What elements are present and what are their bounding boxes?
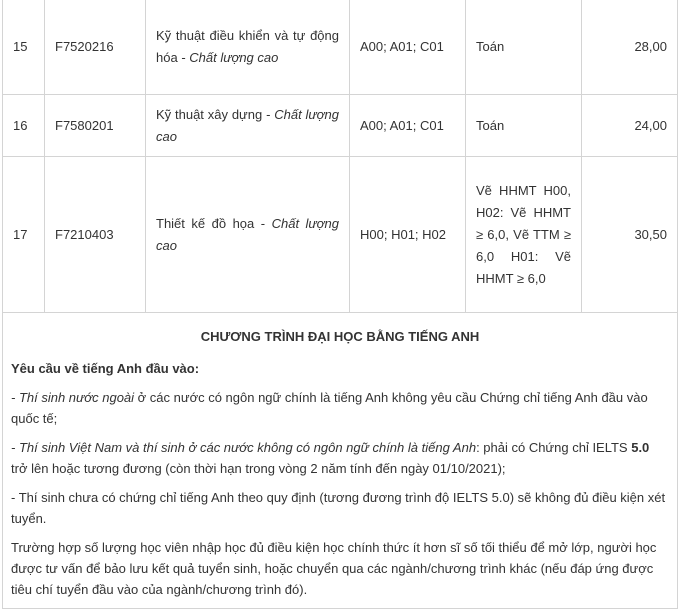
subject-combinations: H00; H01; H02 [350, 157, 466, 313]
program-code: F7210403 [45, 157, 146, 313]
program-name-separator: - [177, 50, 190, 65]
ielts-score: 5.0 [631, 440, 650, 455]
section-title: CHƯƠNG TRÌNH ĐẠI HỌC BẰNG TIẾNG ANH [200, 329, 480, 344]
program-name [146, 0, 350, 95]
cutoff-score: 24,00 [582, 95, 678, 157]
admission-score-table [2, 0, 678, 609]
cutoff-score: 28,00 [582, 0, 678, 95]
note-item-text: trở lên hoặc tương đương (còn thời hạn trong vòng 2 năm tính đến ngày 01/10/2021); [11, 461, 506, 476]
note-item-enrollment: Trường hợp số lượng học viên nhập học đủ điều kiện học chính thức ít hơn sĩ số tối thiểu để mở lớp, người học được tư vấn để bảo lưu kết quả tuyển sinh, hoặc chuyển qua các ngành/chương trình khác (nếu đáp ứng được tiêu chí tuyển đầu vào của ngành/chương trình đó). [11, 540, 657, 597]
program-name-text: Kỹ thuật xây dựng [156, 106, 263, 122]
program-quality-label: Chất lượng cao [156, 106, 339, 144]
row-number: 15 [3, 0, 45, 95]
main-subject: Toán [466, 0, 582, 95]
program-name-text: Thiết kế đồ họa [156, 215, 255, 231]
row-number: 16 [3, 95, 45, 157]
table-row [3, 0, 678, 95]
note-item-lead: - Thí sinh Việt Nam và thí sinh ở các nước không có ngôn ngữ chính là tiếng Anh [11, 440, 477, 455]
table-row [3, 95, 678, 157]
main-subject: Toán [466, 95, 582, 157]
program-name [146, 95, 350, 157]
subject-combinations: A00; A01; C01 [350, 95, 466, 157]
main-subject: Vẽ HHMT H00, H02: Vẽ HHMT ≥ 6,0, Vẽ TTM ≥ 6,0 H01: Vẽ HHMT ≥ 6,0 [466, 157, 582, 313]
requirement-heading: Yêu cầu về tiếng Anh đầu vào: [11, 361, 200, 376]
note-item-text: ở các nước có ngôn ngữ chính là tiếng Anh không yêu cầu Chứng chỉ tiếng Anh đầu vào quốc tế; [11, 390, 648, 426]
program-code: F7580201 [45, 95, 146, 157]
note-item-foreign-candidates [11, 387, 669, 429]
note-item-vietnamese-candidates [11, 437, 669, 479]
subject-combinations: A00; A01; C01 [350, 0, 466, 95]
english-program-notes [3, 313, 678, 609]
program-name-separator: - [254, 215, 272, 231]
program-quality-label: Chất lượng cao [156, 215, 339, 253]
note-item-lead: - Thí sinh nước ngoài [11, 390, 135, 405]
english-program-notes-row [3, 313, 678, 609]
note-item-no-certificate: - Thí sinh chưa có chứng chỉ tiếng Anh theo quy định (tương đương trình độ IELTS 5.0) sẽ không đủ điều kiện xét tuyển. [11, 490, 666, 526]
program-name-separator: - [262, 106, 275, 122]
note-item-text: : phải có Chứng chỉ IELTS [476, 440, 632, 455]
program-code: F7520216 [45, 0, 146, 95]
program-name-text: Kỹ thuật điều khiển và tự động hóa [156, 28, 339, 65]
row-number: 17 [3, 157, 45, 313]
program-quality-label: Chất lượng cao [189, 50, 279, 65]
table-row [3, 157, 678, 313]
cutoff-score: 30,50 [582, 157, 678, 313]
program-name [146, 157, 350, 313]
